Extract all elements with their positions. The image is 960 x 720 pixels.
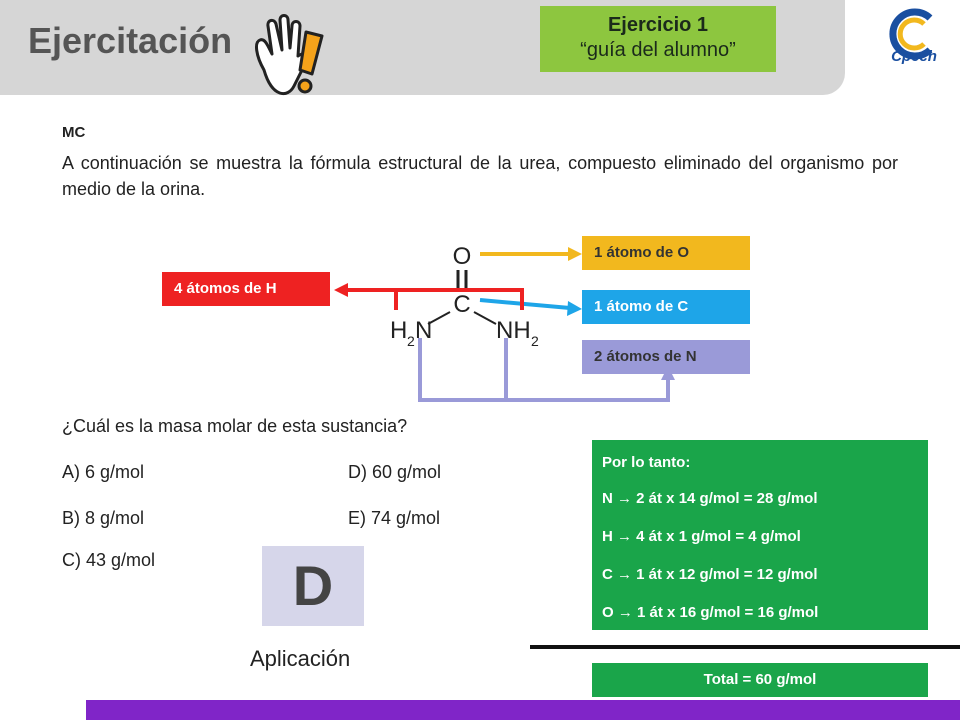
- option-b[interactable]: B) 8 g/mol: [62, 508, 145, 528]
- question-ask: ¿Cuál es la masa molar de esta sustancia?: [62, 416, 408, 436]
- sum-divider: [530, 645, 960, 649]
- atom-n-left: N: [415, 317, 433, 344]
- subscript-left: 2: [407, 333, 415, 349]
- hydrogen-arrow: [334, 283, 522, 310]
- oxygen-arrow: [480, 247, 582, 261]
- total-box: Total = 60 g/mol: [592, 663, 928, 697]
- question-type-tag: MC: [62, 124, 86, 141]
- option-e[interactable]: E) 74 g/mol: [348, 508, 441, 528]
- atom-oxygen: O: [452, 243, 472, 270]
- calculation-line-c: C → 1 át x 12 g/mol = 12 g/mol: [602, 566, 818, 583]
- skill-label: Aplicación: [250, 646, 351, 671]
- oxygen-label: 1 átomo de O: [582, 236, 750, 270]
- nitrogen-label: 2 átomos de N: [582, 340, 750, 374]
- bond-c-n-right: [474, 312, 496, 324]
- exercise-subtitle: “guía del alumno”: [580, 39, 736, 61]
- calculation-line-o: O → 1 át x 16 g/mol = 16 g/mol: [602, 604, 819, 621]
- exercise-box: [540, 6, 776, 72]
- calculation-box: [592, 440, 928, 630]
- footer-bar: [86, 700, 960, 720]
- exercise-number: Ejercicio 1: [607, 14, 709, 36]
- atom-nh-right: NH: [496, 317, 531, 344]
- hand-with-exclamation-icon: [250, 12, 330, 102]
- question-statement: A continuación se muestra la fórmula estructural de la urea, compuesto eliminado del organismo por medio de la orina.: [62, 153, 898, 199]
- calculation-line-h: H → 4 át x 1 g/mol = 4 g/mol: [602, 528, 801, 545]
- atom-h-left: H: [390, 317, 408, 344]
- subscript-right: 2: [531, 333, 539, 349]
- carbon-arrow: [480, 300, 582, 316]
- carbon-label: 1 átomo de C: [582, 290, 750, 324]
- atom-carbon: C: [453, 291, 471, 318]
- calculation-heading: Por lo tanto:: [602, 454, 691, 471]
- option-c[interactable]: C) 43 g/mol: [62, 550, 156, 570]
- page-title: Ejercitación: [28, 20, 233, 61]
- answer-letter: D: [262, 546, 364, 626]
- logo-text: Cpech: [891, 48, 937, 65]
- hydrogen-label: 4 átomos de H: [162, 272, 330, 306]
- option-a[interactable]: A) 6 g/mol: [62, 462, 145, 482]
- calculation-line-n: N → 2 át x 14 g/mol = 28 g/mol: [602, 490, 818, 507]
- option-d[interactable]: D) 60 g/mol: [348, 462, 442, 482]
